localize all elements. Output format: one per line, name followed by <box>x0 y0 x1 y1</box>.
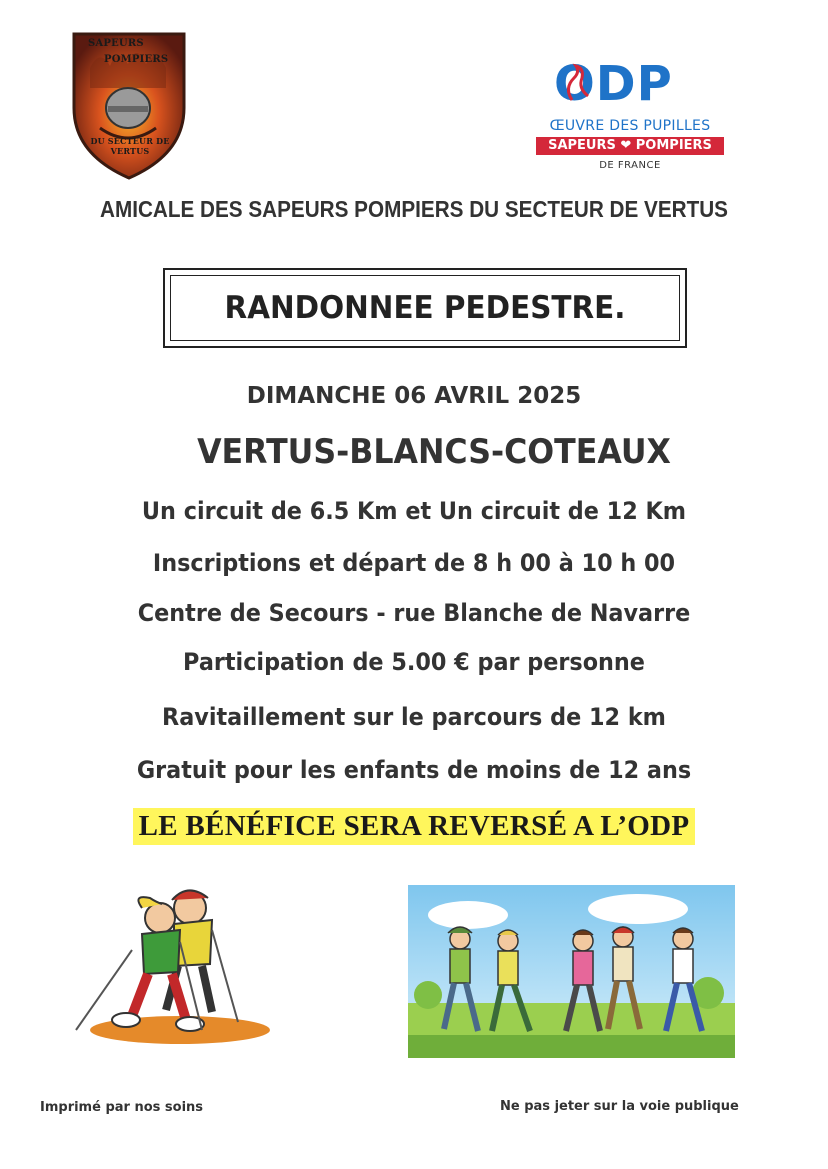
swan-icon <box>558 60 602 108</box>
odp-letters: ODP <box>554 56 673 112</box>
organization-title: AMICALE DES SAPEURS POMPIERS DU SECTEUR DE VERTUS <box>99 196 728 222</box>
benefit-banner: LE BÉNÉFICE SERA REVERSÉ A L’ODP <box>133 808 696 845</box>
hikers-illustration-icon <box>408 885 735 1058</box>
cartoon-hikers-icon <box>62 880 272 1050</box>
event-location: VERTUS-BLANCS-COTEAUX <box>197 432 671 472</box>
info-line-price: Participation de 5.00 € par personne <box>183 648 645 676</box>
odp-line2: SAPEURS ❤ POMPIERS <box>536 137 724 155</box>
info-line-children: Gratuit pour les enfants de moins de 12 ans <box>136 756 692 784</box>
info-line-supply: Ravitaillement sur le parcours de 12 km <box>162 703 666 731</box>
odp-logo <box>530 56 730 176</box>
info-line-address: Centre de Secours - rue Blanche de Navarre <box>137 599 691 627</box>
shield-top-text: SAPEURS <box>88 38 144 49</box>
shield-bottom-text: DU SECTEUR DE VERTUS <box>90 136 170 156</box>
info-line-circuits: Un circuit de 6.5 Km et Un circuit de 12 Km <box>141 497 687 525</box>
event-title: RANDONNEE PEDESTRE. <box>224 290 626 326</box>
event-date: DIMANCHE 06 AVRIL 2025 <box>246 383 582 409</box>
odp-line1: ŒUVRE DES PUPILLES <box>549 118 711 134</box>
firefighter-shield-icon <box>70 28 188 180</box>
shield-mid-text: POMPIERS <box>104 54 169 65</box>
title-box <box>163 268 687 348</box>
odp-line3: DE FRANCE <box>599 160 661 171</box>
info-line-registration: Inscriptions et départ de 8 h 00 à 10 h 00 <box>152 549 676 577</box>
footer-printed-by: Imprimé par nos soins <box>40 1100 204 1115</box>
footer-disposal-notice: Ne pas jeter sur la voie publique <box>500 1099 739 1114</box>
